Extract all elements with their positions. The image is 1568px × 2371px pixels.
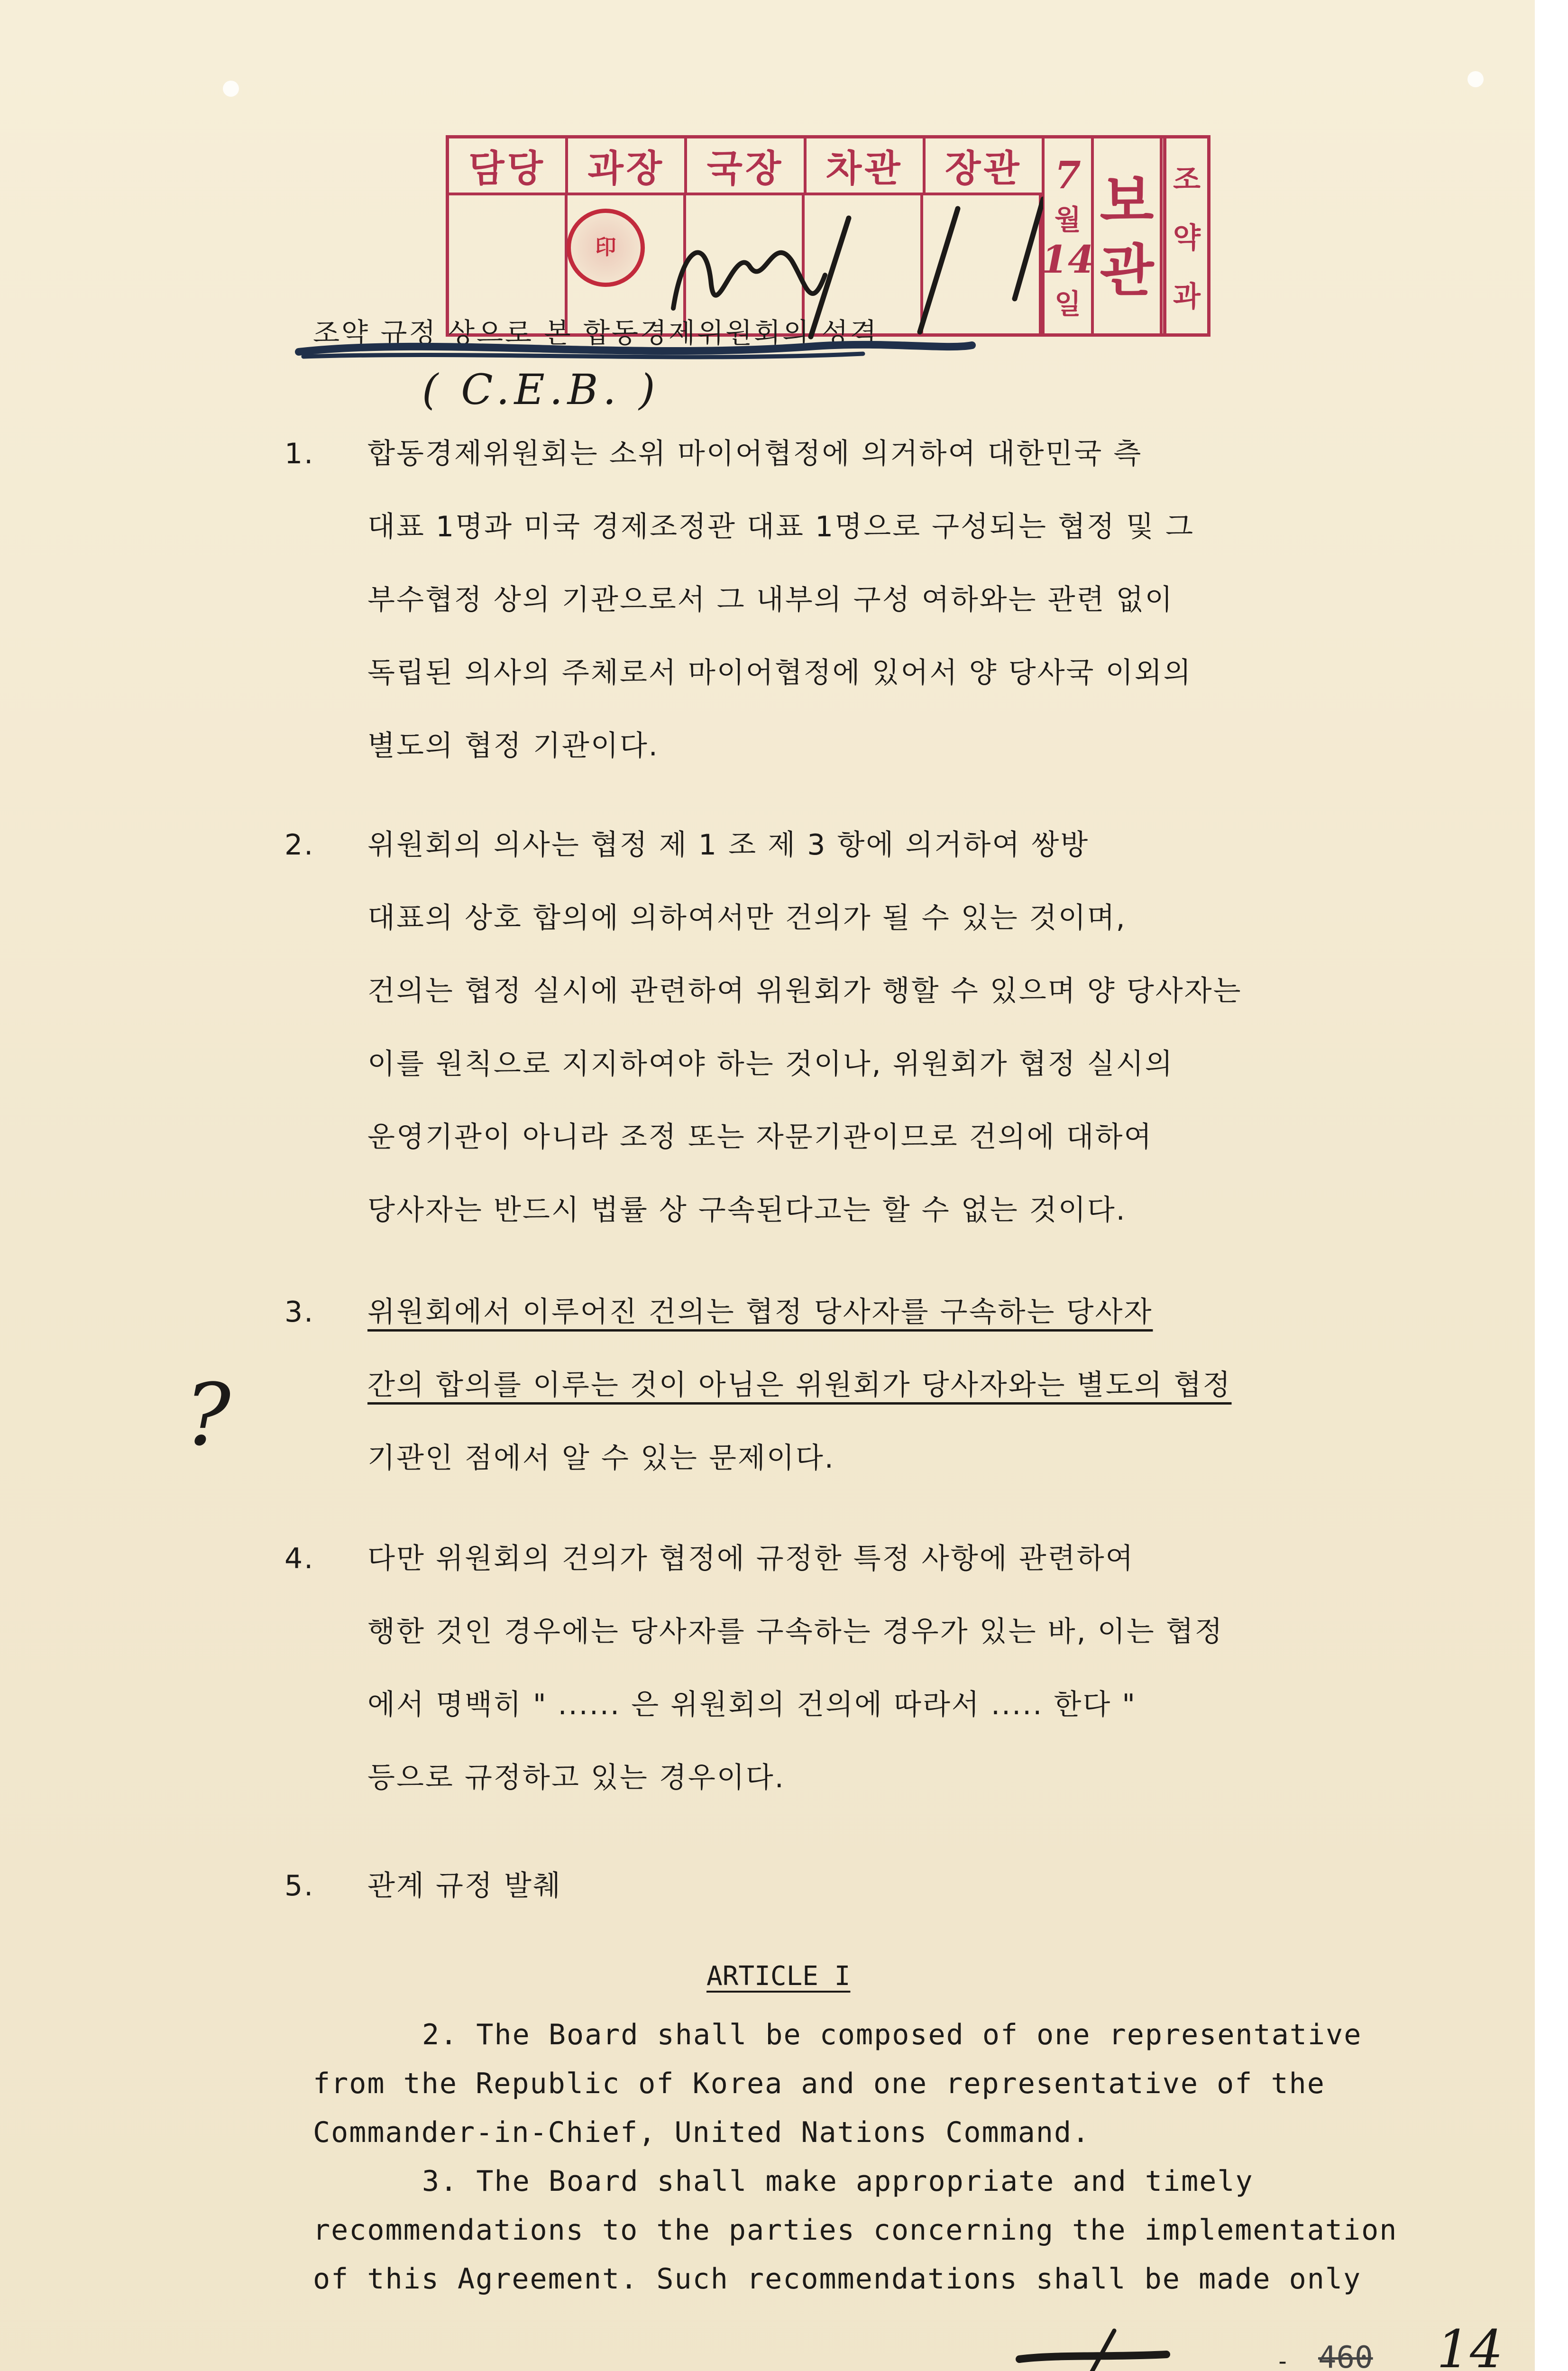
paragraph-line [284, 1276, 1328, 1349]
stamp-header-cell: 장관 [945, 147, 1022, 190]
margin-question-mark: ? [185, 1366, 231, 1465]
paragraph-line [284, 809, 1328, 882]
paragraph-line: 이를 원칙으로 지지하여야 하는 것이나, 위원회가 협정 실시의 [367, 1048, 1174, 1081]
paragraph-line [284, 1849, 1328, 1922]
article-line: from the Republic of Korea and one representative of the [313, 2067, 1325, 2100]
article-line: 2. The Board shall be composed of one representative [422, 2018, 1362, 2051]
paragraph-line [284, 1522, 1328, 1595]
red-seal-icon: 印 [567, 209, 645, 287]
paragraph-text: 합동경제위원회는 소위 마이어협정에 의거하여 대한민국 측 [367, 437, 1143, 470]
stamp-department-column [1163, 135, 1210, 337]
crossed-out-mark-icon [1015, 2326, 1171, 2371]
old-page-number: 460 [1318, 2340, 1373, 2371]
paragraph-line: 등으로 규정하고 있는 경우이다. [367, 1761, 785, 1794]
article-heading: ARTICLE I [706, 1961, 851, 1992]
stamp-month-number: 7 [1055, 153, 1081, 197]
paragraph-line: 대표의 상호 합의에 의하여서만 건의가 될 수 있는 것이며, [367, 901, 1127, 935]
paragraph-line: 행한 것인 경우에는 당사자를 구속하는 경우가 있는 바, 이는 협정 [367, 1615, 1224, 1648]
stamp-date-column [1042, 138, 1094, 334]
paragraph-line: 당사자는 반드시 법률 상 구속된다고는 할 수 없는 것이다. [367, 1194, 1127, 1227]
paragraph-number: 5. [284, 1869, 315, 1902]
punch-hole [1467, 71, 1484, 87]
paragraph-line: 에서 명백히 " ...... 은 위원회의 건의에 따라서 ..... 한다 " [367, 1688, 1137, 1721]
paragraph-4 [284, 1522, 1328, 1814]
stamp-seal-column [1094, 138, 1163, 334]
paragraph-line: 대표 1명과 미국 경제조정관 대표 1명으로 구성되는 협정 및 그 [367, 510, 1195, 543]
document-title: 조약 규정 상으로 본 합동경제위원회의 성격 [313, 317, 879, 349]
paragraph-number: 2. [284, 828, 315, 862]
paragraph-text: 관계 규정 발췌 [367, 1869, 562, 1902]
article-excerpt-2 [313, 2157, 1475, 2304]
stamp-dept-char: 약 [1173, 221, 1201, 255]
stamp-header-cell: 담당 [449, 138, 568, 193]
paragraph-line: 기관인 점에서 알 수 있는 문제이다. [367, 1442, 835, 1475]
paragraph-5 [284, 1849, 1328, 1922]
paragraph-3 [284, 1276, 1328, 1495]
stamp-dept-char: 조 [1173, 163, 1201, 196]
paragraph-line: 간의 합의를 이루는 것이 아님은 위원회가 당사자와는 별도의 협정 [367, 1369, 1232, 1402]
paragraph-text: 위원회에서 이루어진 건의는 협정 당사자를 구속하는 당사자 [367, 1296, 1153, 1329]
article-excerpt-1 [313, 2011, 1475, 2157]
page-edge [1535, 0, 1568, 2371]
punch-hole [223, 81, 239, 97]
stamp-seal-char: 보 [1100, 168, 1154, 234]
paragraph-line: 부수협정 상의 기관으로서 그 내부의 구성 여하와는 관련 없이 [367, 583, 1174, 616]
stamp-dept-char: 과 [1173, 280, 1201, 314]
document-subtitle: ( C.E.B. ) [422, 365, 660, 414]
paragraph-number: 3. [284, 1296, 315, 1329]
article-line: 3. The Board shall make appropriate and timely [422, 2165, 1254, 2198]
stamp-header-row [449, 138, 1042, 195]
paragraph-number: 4. [284, 1542, 315, 1575]
stamp-day-number: 14 [1041, 237, 1094, 282]
stamp-day-label: 일 [1054, 288, 1082, 320]
paragraph-2 [284, 809, 1328, 1247]
stamp-header-cell: 과장 [568, 138, 687, 193]
paragraph-text: 위원회의 의사는 협정 제 1 조 제 3 항에 의거하여 쌍방 [367, 828, 1090, 862]
paragraph-line [284, 417, 1328, 490]
paragraph-line: 건의는 협정 실시에 관련하여 위원회가 행할 수 있으며 양 당사자는 [367, 974, 1242, 1008]
paragraph-number: 1. [284, 437, 315, 470]
article-line: Commander-in-Chief, United Nations Command. [313, 2116, 1091, 2149]
stamp-seal-char: 관 [1100, 238, 1154, 303]
stamp-month-label: 월 [1054, 203, 1082, 236]
paragraph-1 [284, 417, 1328, 782]
page-number: 14 [1437, 2319, 1503, 2371]
article-line: of this Agreement. Such recommendations shall be made only [313, 2262, 1362, 2296]
article-line: recommendations to the parties concerning the implementation [313, 2214, 1398, 2247]
paragraph-line: 운영기관이 아니라 조정 또는 자문기관이므로 건의에 대하여 [367, 1121, 1153, 1154]
paragraph-line: 독립된 의사의 주체로서 마이어협정에 있어서 양 당사국 이외의 [367, 656, 1192, 689]
paragraph-text: 다만 위원회의 건의가 협정에 규정한 특정 사항에 관련하여 [367, 1542, 1135, 1575]
stamp-header-cell: 국장 [687, 138, 806, 193]
stamp-header-cell: 차관 [807, 138, 926, 193]
paragraph-line: 별도의 협정 기관이다. [367, 729, 659, 763]
title-strikethrough-icon [294, 327, 977, 365]
footer-dash: - [1275, 2347, 1290, 2371]
